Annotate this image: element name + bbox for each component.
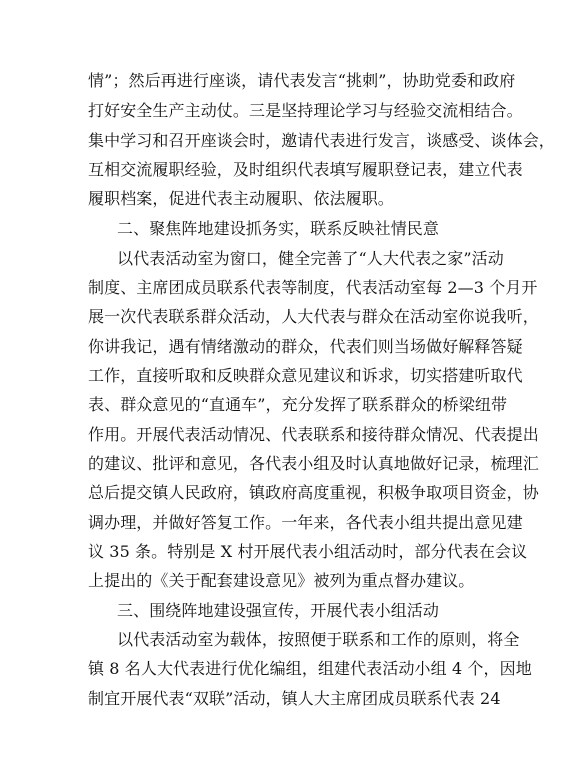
- paragraph-line: 以代表活动室为载体，按照便于联系和工作的原则，将全: [117, 630, 520, 649]
- paragraph-line: 议 35 条。特别是 X 村开展代表小组活动时，部分代表在会议: [88, 542, 528, 561]
- paragraph-line: 总后提交镇人民政府，镇政府高度重视，积极争取项目资金，协: [88, 483, 539, 502]
- section-heading: 二、聚焦阵地建设抓务实，联系反映社情民意: [117, 219, 440, 238]
- paragraph-line: 展一次代表联系群众活动，人大代表与群众在活动室你说我听，: [88, 307, 539, 326]
- paragraph-line: 调办理，并做好答复工作。一年来，各代表小组共提出意见建: [88, 513, 523, 532]
- paragraph-line: 以代表活动室为窗口，健全完善了“人大代表之家”活动: [117, 249, 504, 268]
- paragraph-line: 情”；然后再进行座谈，请代表发言“挑刺”，协助党委和政府: [88, 71, 516, 90]
- paragraph-line: 制度、主席团成员联系代表等制度，代表活动室每 2—3 个月开: [88, 278, 538, 297]
- paragraph-line: 你讲我记，遇有情绪激动的群众，代表们则当场做好解释答疑: [88, 337, 523, 356]
- section-heading: 三、围绕阵地建设强宣传，开展代表小组活动: [117, 601, 440, 620]
- paragraph-line: 上提出的《关于配套建设意见》被列为重点督办建议。: [88, 571, 475, 590]
- paragraph-line: 制宜开展代表“双联”活动，镇人大主席团成员联系代表 24: [88, 689, 501, 708]
- paragraph-line: 打好安全生产主动仗。三是坚持理论学习与经验交流相结合。: [88, 101, 523, 120]
- paragraph-line: 表、群众意见的“直通车”，充分发挥了联系群众的桥梁纽带: [88, 395, 508, 414]
- paragraph-line: 履职档案，促进代表主动履职、依法履职。: [88, 189, 394, 208]
- paragraph-line: 集中学习和召开座谈会时，邀请代表进行发言，谈感受、谈体会，: [88, 131, 555, 150]
- paragraph-line: 互相交流履职经验，及时组织代表填写履职登记表，建立代表: [88, 160, 523, 179]
- paragraph-line: 工作，直接听取和反映群众意见建议和诉求，切实搭建听取代: [88, 366, 523, 385]
- paragraph-line: 镇 8 名人大代表进行优化编组，组建代表活动小组 4 个，因地: [88, 659, 532, 678]
- paragraph-line: 的建议、批评和意见，各代表小组及时认真地做好记录，梳理汇: [88, 454, 539, 473]
- paragraph-line: 作用。开展代表活动情况、代表联系和接待群众情况、代表提出: [88, 425, 539, 444]
